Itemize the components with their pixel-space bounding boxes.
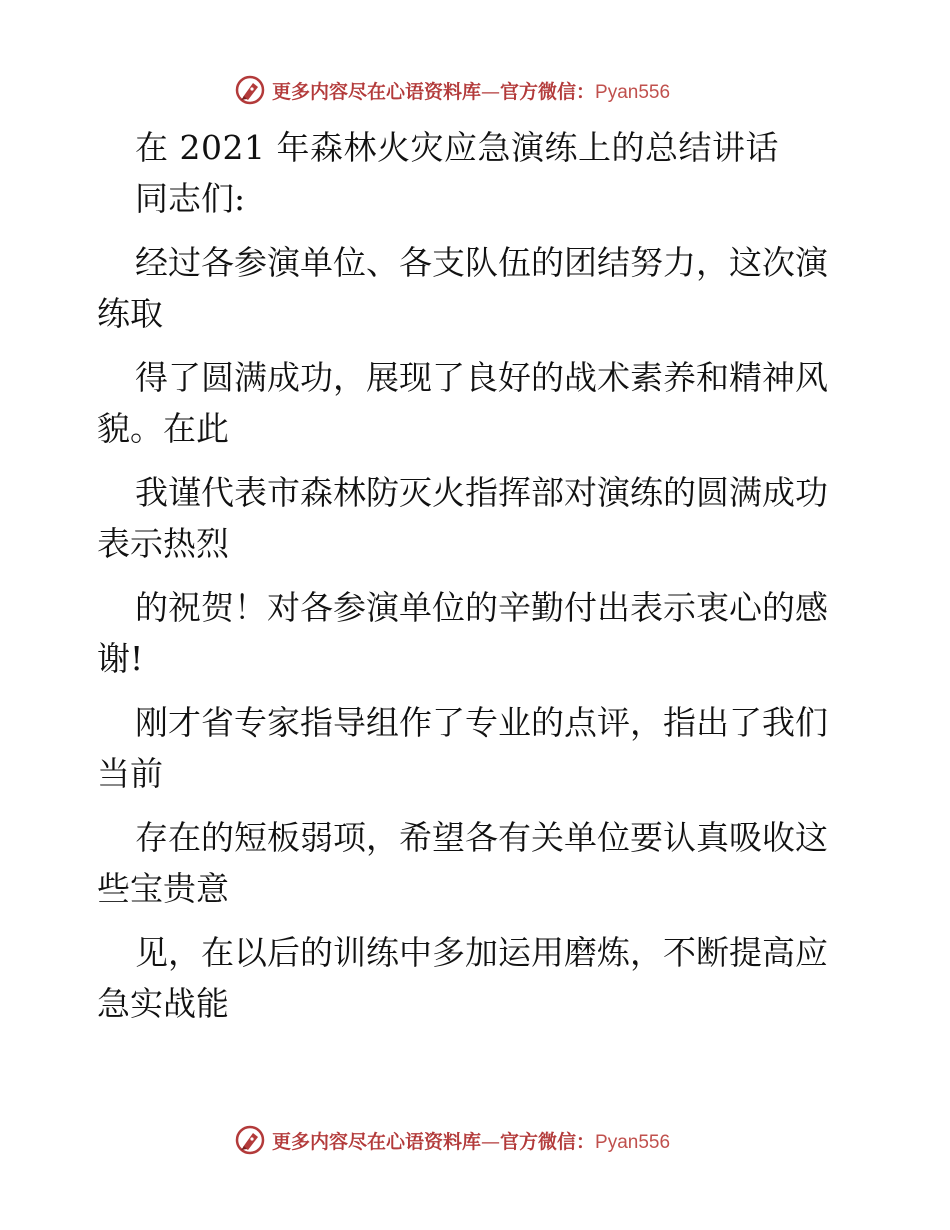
paragraph-gap: [97, 224, 857, 237]
pen-nib-logo-icon: [234, 1124, 266, 1156]
paragraph-gap: [97, 799, 857, 812]
paragraph-gap: [97, 339, 857, 352]
watermark-text-group: [272, 1127, 670, 1154]
watermark-text: 更多内容尽在心语资料库: [272, 1130, 482, 1153]
paragraph-gap: [97, 914, 857, 927]
watermark-wechat-id: Pyan556: [595, 81, 671, 103]
body-line: 的祝贺！对各参演单位的辛勤付出表示衷心的感: [135, 588, 828, 627]
salutation: 同志们:: [135, 179, 246, 218]
body-line: 貌。在此: [97, 409, 229, 448]
watermark-text: 更多内容尽在心语资料库: [272, 80, 482, 103]
watermark-wechat-label: 官方微信：: [500, 80, 596, 103]
paragraph-gap: [97, 454, 857, 467]
paragraph-gap: [97, 569, 857, 582]
document-body: [97, 122, 857, 1029]
body-line: 经过各参演单位、各支队伍的团结努力，这次演: [135, 243, 828, 282]
body-line: 些宝贵意: [97, 869, 229, 908]
document-title: 在 2021 年森林火灾应急演练上的总结讲话: [135, 128, 779, 167]
paragraph-gap: [97, 684, 857, 697]
body-line: 存在的短板弱项，希望各有关单位要认真吸收这: [135, 818, 828, 857]
body-line: 练取: [97, 294, 163, 333]
body-line: 急实战能: [97, 984, 229, 1023]
watermark-wechat-id: Pyan556: [595, 1131, 671, 1153]
body-line: 我谨代表市森林防灭火指挥部对演练的圆满成功: [135, 473, 828, 512]
body-line: 当前: [97, 754, 163, 793]
watermark-separator: —: [481, 1130, 501, 1153]
body-line: 表示热烈: [97, 524, 229, 563]
watermark-wechat-label: 官方微信：: [500, 1130, 596, 1153]
pen-nib-logo-icon: [234, 74, 266, 106]
body-line: 谢!: [97, 639, 144, 678]
body-line: 得了圆满成功，展现了良好的战术素养和精神风: [135, 358, 828, 397]
body-line: 刚才省专家指导组作了专业的点评，指出了我们: [135, 703, 828, 742]
watermark-separator: —: [481, 80, 501, 103]
header-watermark: [234, 72, 754, 108]
footer-watermark: [234, 1122, 754, 1158]
body-line: 见，在以后的训练中多加运用磨炼，不断提高应: [135, 933, 828, 972]
watermark-text-group: [272, 77, 670, 104]
